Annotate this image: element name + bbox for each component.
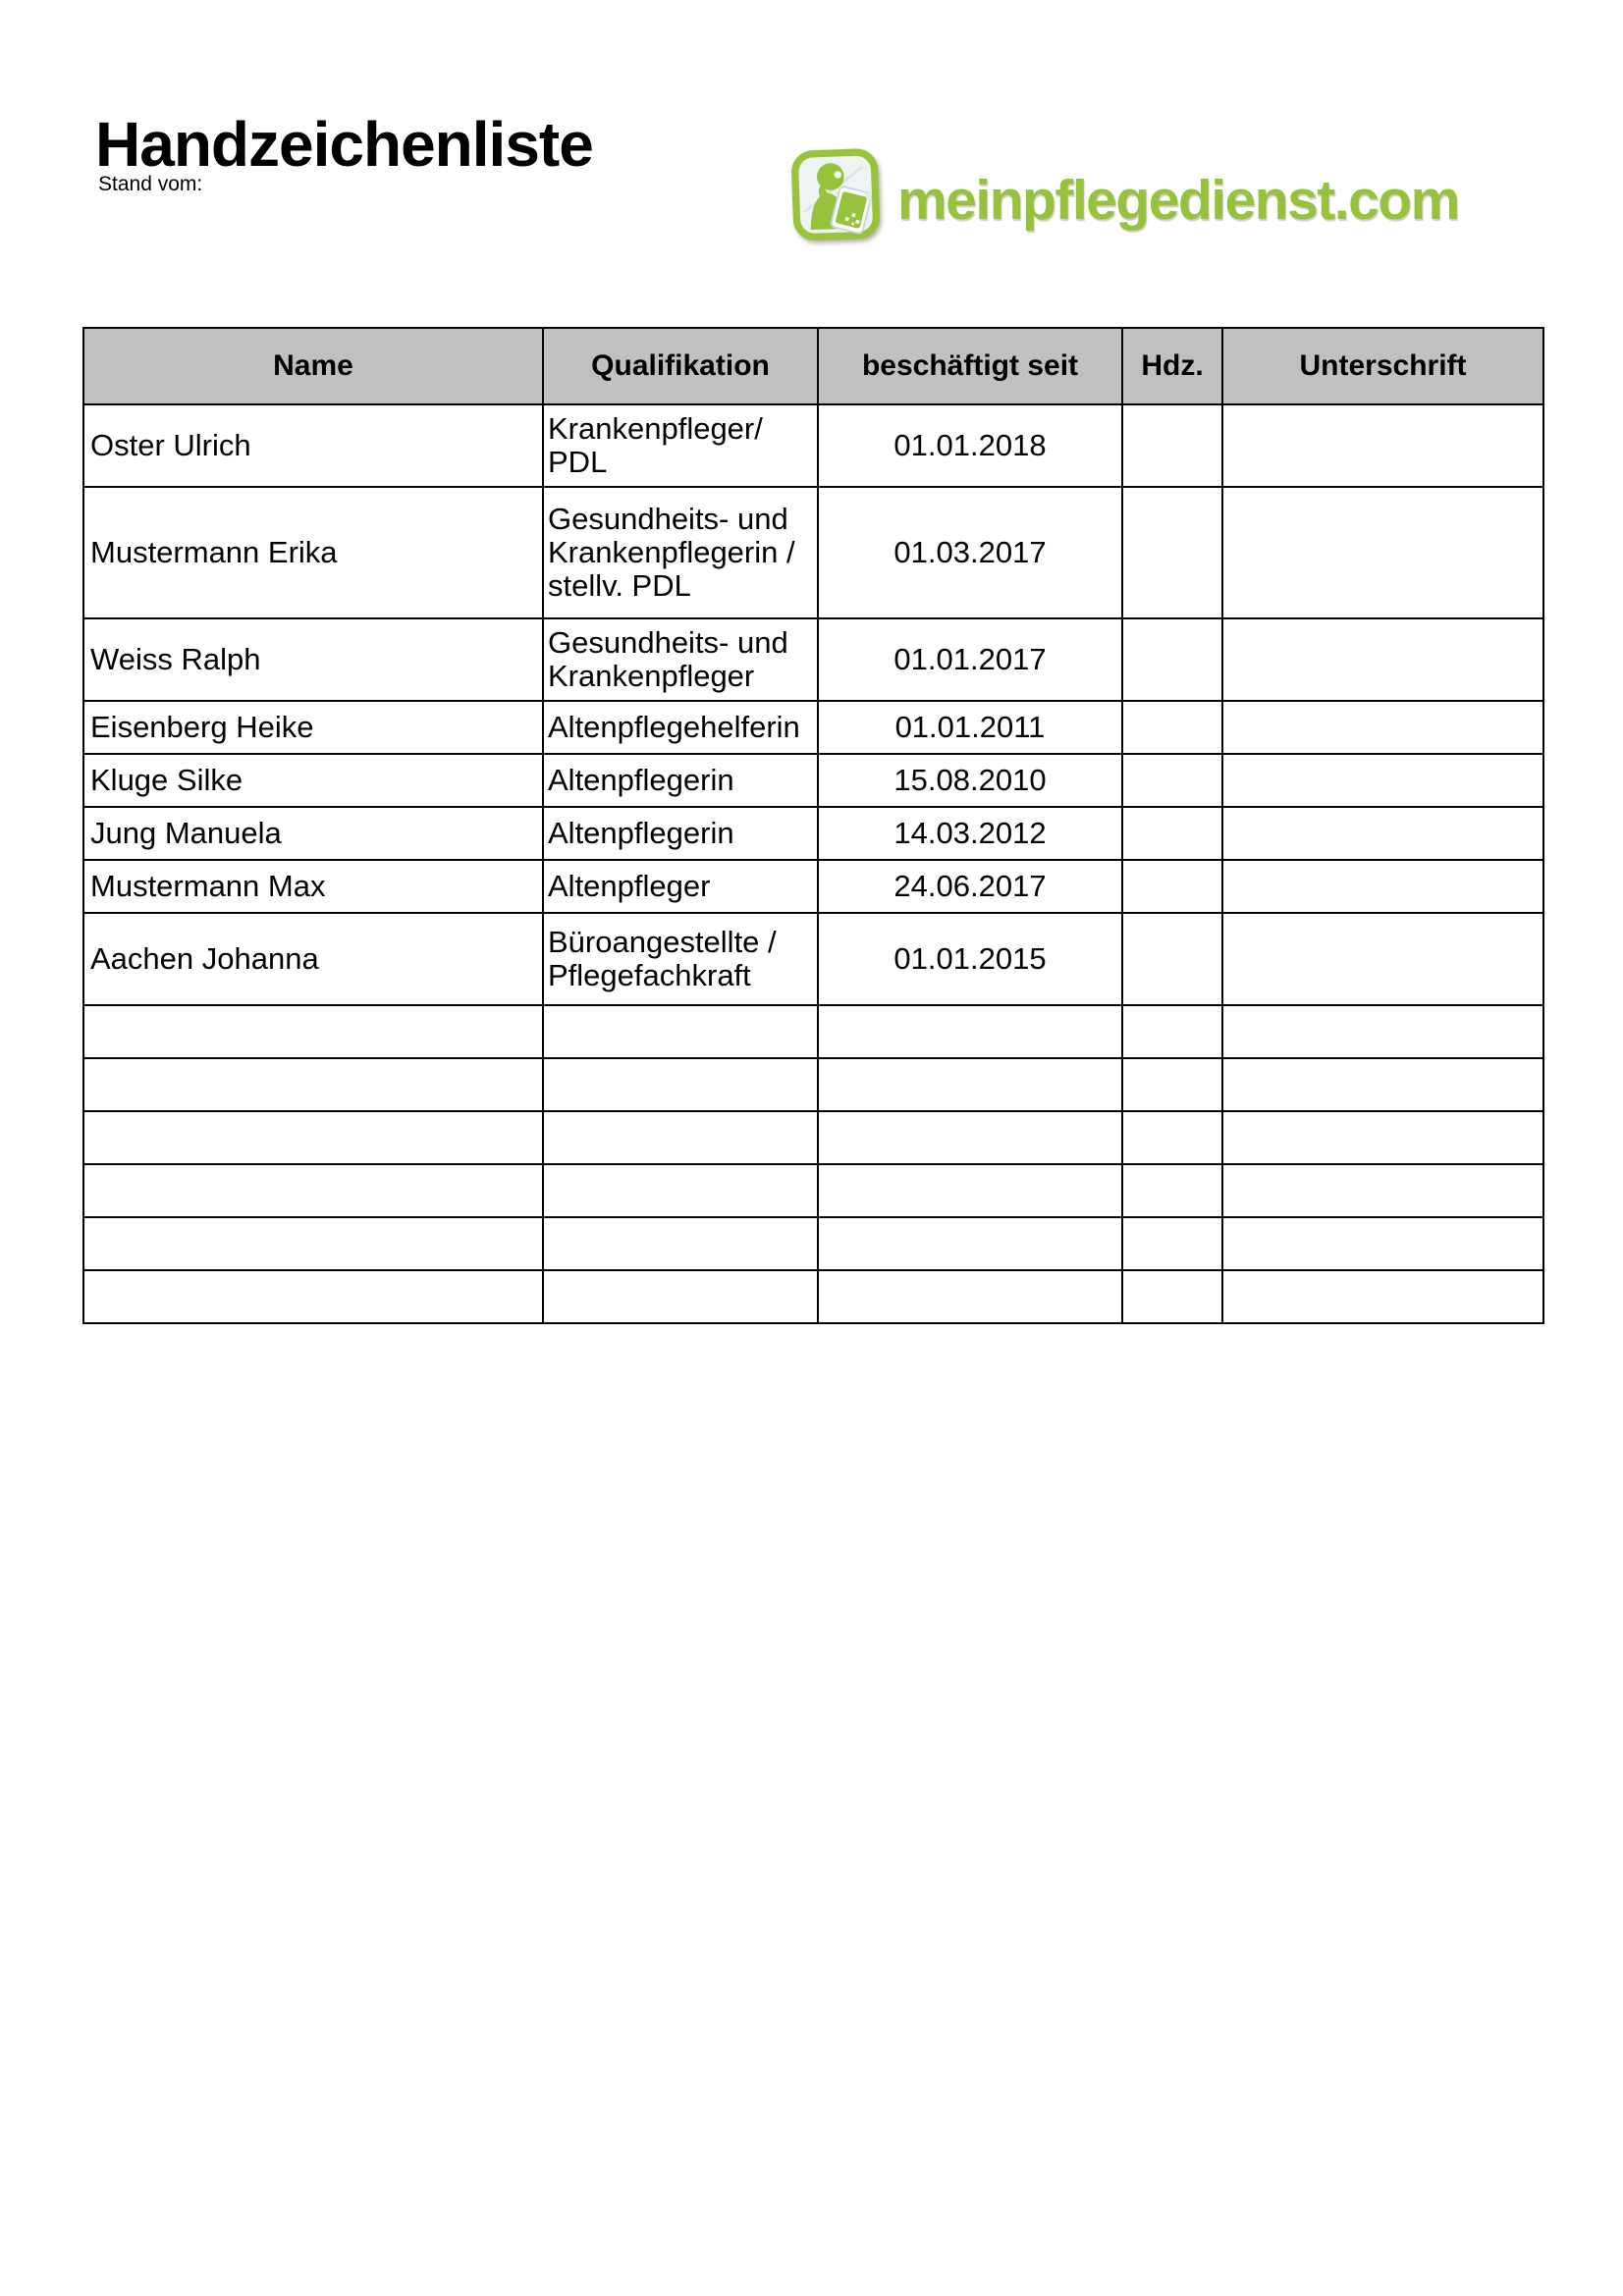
cell-hdz [1122, 1270, 1222, 1323]
empty-table-row [83, 1270, 1543, 1323]
table-row [83, 487, 1543, 618]
empty-table-row [83, 1164, 1543, 1217]
empty-table-row [83, 1005, 1543, 1058]
table-row [83, 807, 1543, 860]
cell-name: Aachen Johanna [83, 913, 543, 1005]
cell-qualifikation: Gesundheits- und Krankenpfleger [543, 618, 818, 701]
cell-unterschrift [1222, 860, 1543, 913]
column-header-hdz: Hdz. [1122, 328, 1222, 404]
table-header-row [83, 328, 1543, 404]
brand-logo [791, 147, 1459, 247]
cell-beschaeftigt-seit [818, 1217, 1122, 1270]
table-row [83, 860, 1543, 913]
cell-hdz [1122, 860, 1222, 913]
cell-name: Mustermann Max [83, 860, 543, 913]
cell-name: Weiss Ralph [83, 618, 543, 701]
cell-hdz [1122, 1111, 1222, 1164]
meinpflegedienst-logo-icon [791, 147, 882, 247]
cell-beschaeftigt-seit: 01.01.2011 [818, 701, 1122, 754]
cell-unterschrift [1222, 1270, 1543, 1323]
cell-hdz [1122, 487, 1222, 618]
cell-name [83, 1005, 543, 1058]
table-row [83, 754, 1543, 807]
cell-beschaeftigt-seit: 24.06.2017 [818, 860, 1122, 913]
cell-name: Kluge Silke [83, 754, 543, 807]
cell-unterschrift [1222, 1058, 1543, 1111]
cell-hdz [1122, 404, 1222, 487]
cell-qualifikation: Altenpfleger [543, 860, 818, 913]
column-header-name: Name [83, 328, 543, 404]
cell-name: Eisenberg Heike [83, 701, 543, 754]
cell-unterschrift [1222, 754, 1543, 807]
cell-qualifikation [543, 1111, 818, 1164]
cell-unterschrift [1222, 1111, 1543, 1164]
cell-name: Mustermann Erika [83, 487, 543, 618]
handzeichen-table-body [83, 404, 1543, 1323]
cell-qualifikation: Altenpflegehelferin [543, 701, 818, 754]
brand-logo-text: meinpflegedienst.com [897, 168, 1459, 232]
cell-beschaeftigt-seit: 14.03.2012 [818, 807, 1122, 860]
empty-table-row [83, 1058, 1543, 1111]
cell-name: Oster Ulrich [83, 404, 543, 487]
cell-qualifikation: Büroangestellte / Pflegefachkraft [543, 913, 818, 1005]
column-header-unterschrift: Unterschrift [1222, 328, 1543, 404]
cell-unterschrift [1222, 807, 1543, 860]
column-header-qualifikation: Qualifikation [543, 328, 818, 404]
cell-beschaeftigt-seit: 01.01.2017 [818, 618, 1122, 701]
cell-unterschrift [1222, 1217, 1543, 1270]
cell-beschaeftigt-seit [818, 1164, 1122, 1217]
cell-qualifikation [543, 1270, 818, 1323]
cell-qualifikation [543, 1005, 818, 1058]
table-row [83, 913, 1543, 1005]
cell-qualifikation [543, 1058, 818, 1111]
cell-hdz [1122, 754, 1222, 807]
cell-beschaeftigt-seit: 01.01.2018 [818, 404, 1122, 487]
cell-beschaeftigt-seit: 15.08.2010 [818, 754, 1122, 807]
cell-hdz [1122, 913, 1222, 1005]
cell-beschaeftigt-seit: 01.03.2017 [818, 487, 1122, 618]
cell-name [83, 1111, 543, 1164]
cell-hdz [1122, 1058, 1222, 1111]
column-header-beschaeftigt-seit: beschäftigt seit [818, 328, 1122, 404]
page-title: Handzeichenliste [95, 108, 593, 180]
cell-beschaeftigt-seit: 01.01.2015 [818, 913, 1122, 1005]
cell-unterschrift [1222, 404, 1543, 487]
cell-qualifikation [543, 1164, 818, 1217]
cell-beschaeftigt-seit [818, 1005, 1122, 1058]
cell-qualifikation: Gesundheits- und Krankenpflegerin / stellv. PDL [543, 487, 818, 618]
cell-name [83, 1058, 543, 1111]
cell-name: Jung Manuela [83, 807, 543, 860]
cell-unterschrift [1222, 1005, 1543, 1058]
cell-unterschrift [1222, 701, 1543, 754]
cell-name [83, 1217, 543, 1270]
cell-beschaeftigt-seit [818, 1058, 1122, 1111]
cell-hdz [1122, 1217, 1222, 1270]
cell-hdz [1122, 618, 1222, 701]
cell-unterschrift [1222, 487, 1543, 618]
cell-name [83, 1164, 543, 1217]
cell-qualifikation [543, 1217, 818, 1270]
cell-hdz [1122, 807, 1222, 860]
cell-hdz [1122, 701, 1222, 754]
table-row [83, 701, 1543, 754]
handzeichen-table [82, 327, 1544, 1324]
cell-hdz [1122, 1005, 1222, 1058]
cell-name [83, 1270, 543, 1323]
table-row [83, 404, 1543, 487]
cell-qualifikation: Altenpflegerin [543, 754, 818, 807]
empty-table-row [83, 1217, 1543, 1270]
cell-unterschrift [1222, 618, 1543, 701]
stand-vom-label: Stand vom: [98, 173, 203, 195]
table-row [83, 618, 1543, 701]
cell-unterschrift [1222, 1164, 1543, 1217]
cell-qualifikation: Altenpflegerin [543, 807, 818, 860]
cell-qualifikation: Krankenpfleger/ PDL [543, 404, 818, 487]
cell-hdz [1122, 1164, 1222, 1217]
cell-unterschrift [1222, 913, 1543, 1005]
cell-beschaeftigt-seit [818, 1111, 1122, 1164]
empty-table-row [83, 1111, 1543, 1164]
cell-beschaeftigt-seit [818, 1270, 1122, 1323]
